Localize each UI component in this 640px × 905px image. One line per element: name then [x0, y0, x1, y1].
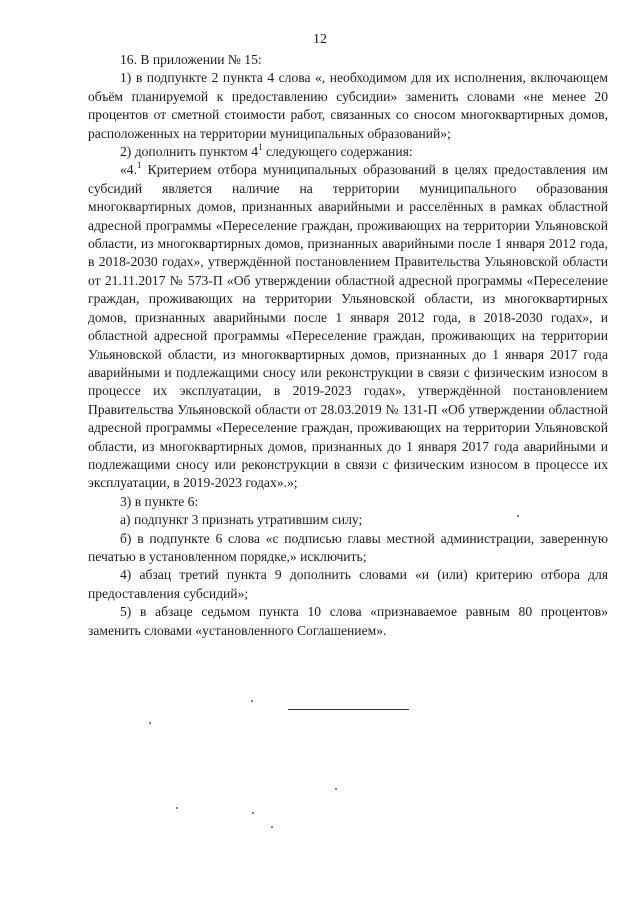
page-number: 12: [313, 32, 327, 47]
scan-speck: [176, 807, 178, 809]
paragraph-subitem-1: 1) в подпункте 2 пункта 4 слова «, необходимом для их исполнения, включающем объём планируемой к предоставлению субсидии» заменить словами «не менее 20 процентов от сметной стоимости работ, связанных со сносом многоквартирных домов, расположенных на территории муниципальных образований»;: [88, 70, 608, 141]
superscript: 1: [137, 160, 142, 171]
paragraph-subitem-2: [88, 143, 608, 161]
scan-speck: [251, 700, 253, 702]
paragraph-subitem-3b: б) в подпункте 6 слова «с подписью главы местной администрации, заверенную печатью в установленном порядке,» исключить;: [88, 530, 608, 564]
paragraph-text: 2) дополнить пунктом 4: [120, 144, 259, 160]
scan-speck: [335, 788, 337, 790]
scan-speck: [517, 515, 519, 517]
paragraph-new-point-4-1: [88, 161, 608, 492]
paragraph-text: Критерием отбора муниципальных образований в целях предоставления им субсидий является наличие на территории муниципального образования многоквартирных домов, признанных аварийными и расселённых в рамках областной адресной программы «Переселение граждан, проживающих на территории Ульяновской области, из многоквартирных домов, признанных аварийными после 1 января 2012 года, в 2018-2030 годах», утверждённой постановлением Правительства Ульяновской области от 21.11.2017 № 573-П «Об утверждении областной адресной программы «Переселение граждан, проживающих на территории Ульяновской области, из многоквартирных домов, признанных аварийными после 1 января 2012 года, в 2018-2030 годах», и областной адресной программы «Переселение граждан, проживающих на территории Ульяновской области, из многоквартирных домов, признанных до 1 января 2017 года аварийными и подлежащими сносу или реконструкции в связи с физическим износом в процессе их эксплуатации, в 2019-2023 годах», утверждённой постановлением Правительства Ульяновской области от 28.03.2019 № 131-П «Об утверждении областной адресной программы «Переселение граждан, проживающих на территории Ульяновской области, из многоквартирных домов, признанных до 1 января 2017 года аварийными и подлежащими сносу или реконструкции в связи с физическим износом в процессе их эксплуатации, в 2019-2023 годах».»;: [88, 162, 608, 491]
scan-speck: [252, 812, 254, 814]
paragraph-text: следующего содержания:: [262, 144, 413, 160]
paragraph-subitem-3a: а) подпункт 3 признать утратившим силу;: [120, 512, 363, 528]
superscript: 1: [258, 142, 263, 153]
scan-speck: [271, 826, 273, 828]
closing-rule: [288, 709, 409, 710]
paragraph-subitem-3: 3) в пункте 6:: [120, 493, 199, 509]
document-body: [88, 51, 608, 640]
scan-speck: [149, 722, 151, 724]
paragraph-subitem-4: 4) абзац третий пункта 9 дополнить словами «и (или) критерию отбора для предоставления субсидий»;: [88, 567, 608, 601]
paragraph-subitem-5: 5) в абзаце седьмом пункта 10 слова «признаваемое равным 80 процентов» заменить словами «установленного Соглашением».: [88, 604, 608, 638]
paragraph-item-16: 16. В приложении № 15:: [120, 52, 262, 67]
paragraph-text: «4.: [120, 162, 137, 178]
